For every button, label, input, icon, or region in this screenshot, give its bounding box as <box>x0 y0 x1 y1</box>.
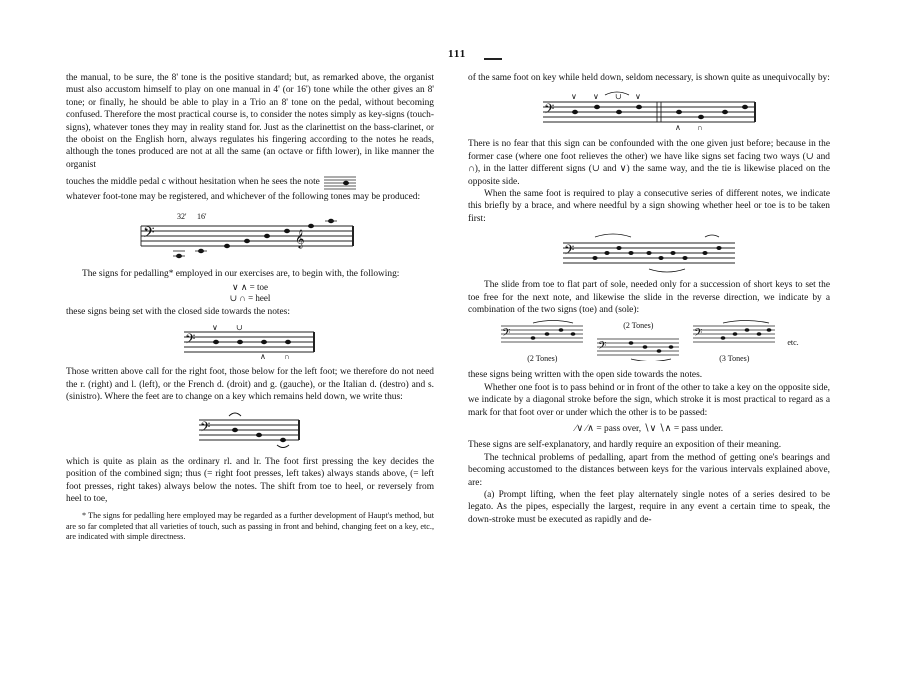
paragraph <box>66 268 434 280</box>
svg-text:𝄢: 𝄢 <box>598 338 607 354</box>
pass-under-icon: ∖∨ ∖∧ <box>643 423 674 434</box>
footnote: * The signs for pedalling here employed may be regarded as a further development of Haupt's method, but are so far completed that all varieties of touch, such as passing in front and behind, changing feet on a key, etc., are indicated with simple directness. <box>66 511 434 542</box>
toe-sign-row: ∨ ∧ = toe <box>231 282 268 293</box>
music-staff-slide <box>595 333 681 361</box>
tones-label: (3 Tones) <box>719 353 750 363</box>
paragraph: (a) Prompt lifting, when the feet play alternately single notes of a series desired to be legato. As the pipes, especially the largest, require in any event a certain time to speak, the down-stroke must be executed as rapidly and de- <box>468 489 830 525</box>
svg-text:∪: ∪ <box>236 324 243 333</box>
pass-over-icon: ⁄∨ ⁄∧ <box>574 423 597 434</box>
paragraph: whatever foot-tone may be registered, and whichever of the following tones may be produced: <box>66 192 421 203</box>
svg-text:∨: ∨ <box>593 92 599 102</box>
right-column <box>468 72 830 526</box>
slide-example <box>691 320 777 365</box>
music-staff-brace <box>559 231 739 273</box>
header-rule <box>484 58 502 60</box>
music-staff-tones <box>135 210 365 262</box>
page-number: 111 <box>448 48 467 60</box>
paragraph: There is no fear that this sign can be confounded with the one given just before; because in the former case (where one foot relieves the other) we have like signs set facing two ways (∪ and ∩), in the latter different signs (∪ and ∨) the same way, and the tie is likewise placed on the opposite side. <box>468 139 830 187</box>
svg-text:𝄢: 𝄢 <box>502 326 511 342</box>
tone-label: 32' <box>177 211 187 221</box>
music-staff-same-foot <box>539 90 759 132</box>
paragraph: When the same foot is required to play a consecutive series of different notes, we indicate this briefly by a brace, and where needful by a sign showing whether heel or toe is to be taken first: <box>468 189 830 224</box>
paragraph-text: touches the middle pedal c without hesitation when he sees the note <box>66 177 320 188</box>
paragraph-text: The signs for pedalling* employed in our exercises are, to begin with, the following: <box>82 268 400 279</box>
paragraph: These signs are self-explanatory, and hardly require an exposition of their meaning. <box>468 440 782 451</box>
svg-text:𝄢: 𝄢 <box>564 244 575 262</box>
pedal-signs-legend <box>66 282 434 304</box>
svg-text:𝄢: 𝄢 <box>694 326 703 342</box>
paragraph: Those written above call for the right foot, those below for the left foot; we therefore do not need the r. (right) and l. (left), or the French d. (droit) and g. (gauche), or the Italian d. (destro) and s. (sinistro). Where the feet are to change on a key which remains held down, we write thus: <box>66 367 434 403</box>
svg-text:∨: ∨ <box>571 92 577 102</box>
svg-text:∪: ∪ <box>615 92 622 102</box>
svg-text:𝄢: 𝄢 <box>185 333 196 351</box>
paragraph: which is quite as plain as the ordinary rl. and lr. The foot first pressing the key decides the position of the combined sign; thus (= right foot presses, left takes) always stands above, (= left foot presses, right takes) always below the notes. The shift from toe to heel, or reversely from heel to toe, <box>66 456 434 504</box>
pass-signs-line: ⁄∨ ⁄∧ = pass over, ∖∨ ∖∧ = pass under. <box>574 423 724 434</box>
paragraph <box>66 173 434 191</box>
etc-label: etc. <box>787 337 799 347</box>
paragraph: these signs being set with the closed side towards the notes: <box>66 307 290 318</box>
toe-sign-icon: ∨ ∧ <box>231 282 250 293</box>
paragraph: The technical problems of pedalling, apart from the method of getting one's bearings and becoming accustomed to the distances between keys for the various intervals explained above, are: <box>468 452 830 488</box>
tones-label: (2 Tones) <box>527 353 558 363</box>
tone-label: 16' <box>197 211 207 221</box>
svg-text:∨: ∨ <box>635 92 641 102</box>
heel-sign-icon: ∪ ∩ <box>229 293 249 304</box>
paragraph: Whether one foot is to pass behind or in front of the other to take a key on the opposite side, we indicate by a diagonal stroke before the sign, which stroke it is most practical to regard as a mark for that foot over or under which the other is to be passed: <box>468 382 830 418</box>
slide-examples <box>468 320 830 365</box>
svg-text:∧: ∧ <box>260 352 266 361</box>
paragraph: these signs being written with the open side towards the notes. <box>468 370 703 381</box>
tones-label: (2 Tones) <box>623 321 654 331</box>
svg-text:𝄢: 𝄢 <box>544 103 555 121</box>
paragraph: of the same foot on key while held down, seldom necessary, is shown quite as unequivocally by: <box>468 73 830 83</box>
paragraph: The slide from toe to flat part of sole, needed only for a succession of short keys to set the toe free for the next note, and likewise the slide in the reverse direction, we indicate by a combination of the two signs (toe) and (sole): <box>468 280 830 316</box>
music-staff-signs <box>180 324 320 360</box>
heel-sign-row: ∪ ∩ = heel <box>229 293 271 304</box>
svg-text:∨: ∨ <box>212 324 218 333</box>
svg-text:∩: ∩ <box>697 123 703 133</box>
paragraph: the manual, to be sure, the 8' tone is the positive standard; but, as remarked above, the organist must also accustom himself to play on one manual in 4' (or 16') tone while the other gives an 8' tone; or finally, he should be able to play in a Trio an 8' tone on the pedal, without becoming confused. Therefore the most practical course is, to consider the notes simply as key-signs (touch-signs), whatever tones they may in reality stand for. Just as the clarinettist on the bass-clarinet, or the oboist on the English horn, always regulates his fingering according to the notes he reads, although the tones produced are not at all the same (an octave or fifth lower), in like manner the organist <box>66 73 434 170</box>
music-note-icon <box>322 173 358 191</box>
music-staff-slide <box>499 320 585 348</box>
svg-text:𝄢: 𝄢 <box>143 223 155 244</box>
svg-text:𝄢: 𝄢 <box>200 420 211 438</box>
slide-example <box>595 320 681 365</box>
music-staff-change-feet <box>195 410 305 450</box>
left-column <box>66 72 434 543</box>
slide-example <box>499 320 585 365</box>
svg-text:∧: ∧ <box>675 123 681 133</box>
svg-text:𝄞: 𝄞 <box>295 230 305 248</box>
music-staff-slide <box>691 320 777 348</box>
svg-text:∩: ∩ <box>284 352 290 361</box>
